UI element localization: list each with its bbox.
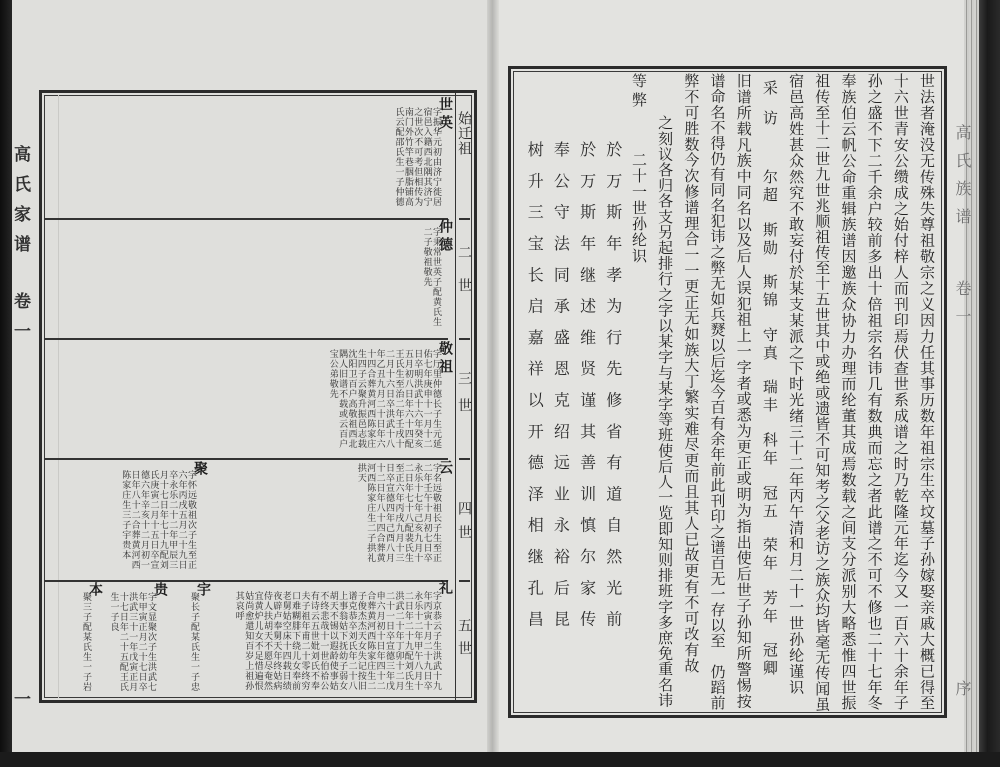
entry-text-column: 上事翁姑下抚幼子弱女: [337, 591, 348, 691]
entry-text-column: 年乙丑九月二十日年六: [374, 349, 385, 449]
interviewer-names: [757, 169, 783, 695]
entry-text-column: 沈阳卫百户高敬祖西北: [346, 349, 357, 449]
entry-text-column: 年甲寅正月二十七日卒: [136, 592, 147, 692]
notes-column: 之刻议各归各支另起排行之字以某字与某字等班使后人一览即知则排班字多庶免重名讳: [656, 115, 675, 708]
entry-name: 本: [87, 582, 103, 600]
entry-text: [120, 470, 195, 570]
interviewer-name: 守真: [760, 326, 779, 363]
entry-text-column: 胡天不锡以遐龄使事姑: [327, 591, 338, 691]
row-divider-tick: [459, 218, 470, 220]
right-margin-section: 序: [953, 680, 972, 708]
entry-text-column: 洪武三十一年戊寅正月: [127, 592, 138, 692]
entry-text-column: 老舅姑空床十四载日绩: [280, 591, 291, 691]
left-margin-title: 高氏家谱: [10, 145, 30, 265]
entry-text-column: 聚长子配某氏生一子忠: [189, 592, 199, 692]
entry-text-column: 陈家庄生三子宇贵本: [120, 470, 131, 560]
entry-text: [327, 349, 440, 449]
entry-text-column: 字文显聚次子生洪武七: [146, 592, 156, 692]
entry-text-column: 夜辟卢奉舅天年终姑病: [271, 591, 282, 691]
interviewer-name: 冠五: [760, 484, 779, 521]
interviewer-name: 科年: [760, 431, 779, 468]
entry-text-column: 口难糊腓下绕儿女奉前: [290, 591, 301, 691]
entry-text: [108, 592, 155, 692]
genealogy-entry: [421, 219, 453, 327]
entry-text-column: 有诗云五世妣刘氏不奉: [308, 591, 319, 691]
preface-column: 世法者淹没无传殊失尊祖敬宗之义因力任其事历数年祖宗生卒坟墓子孙嫁娶亲戚大概已得至: [918, 73, 936, 711]
preface-column: 祖传至十二世九世兆顺祖传至十五世其中或绝或遗皆不可知考之父老访之族众均皆毫无传闻虽: [813, 73, 832, 712]
entry-text-column: 聚三子配某氏生一子岩: [81, 592, 91, 692]
entry-text-column: 字怀远敬祖次子生至正: [186, 470, 196, 570]
right-margin-title: 高氏族谱: [953, 124, 972, 236]
preface-column: 孙之盛不下二千余户较前多出十倍祖宗名讳几有数典而忘之者此谱之不可不修也二十七年冬: [865, 73, 884, 711]
entry-text-column: 十四合葬黄河西陈家庄: [365, 349, 376, 449]
right-margin-volume: 卷一: [953, 280, 972, 336]
entry-text-column: 日年八十二合葬黄河西: [129, 470, 140, 570]
entry-text-column: 日卒宣德四年己酉八月: [384, 463, 395, 563]
interviewer-list: [757, 73, 783, 695]
inner-rule: [58, 95, 59, 698]
entry-text-column: 十七日年二十五配王氏: [117, 592, 128, 692]
entry-text: [189, 592, 198, 692]
entry-text-column: 字京恭云子生洪武十九: [431, 591, 441, 691]
genealogy-entry: [189, 582, 211, 692]
row-divider-tick: [459, 458, 470, 460]
name-poem-column: 树升三宝长启嘉祥以开德泽相继孔昌: [525, 141, 545, 642]
entry-text-column: 年丙寅十月二十九日卒: [421, 591, 432, 691]
book-gutter: [487, 0, 499, 752]
genealogy-entry: [393, 97, 453, 207]
entry-text-column: 字振华元初由济宁徙居: [431, 107, 441, 207]
entry-text-column: 夫子祖年甫二十零终穷: [299, 591, 310, 691]
entry-text: [233, 591, 440, 691]
notes-end-text: 等弊: [629, 73, 648, 111]
interviewer-name: 斯锦: [760, 274, 779, 311]
entry-text-column: 月十七日年七十九配刘: [157, 470, 168, 570]
interviewer-name: 芳年: [760, 589, 779, 626]
entry-text-column: 字名远敬祖长子生至正: [431, 463, 441, 563]
interviewer-name: 冠卿: [760, 642, 779, 679]
entry-text-column: 谱克恭卒刘氏年二十八: [346, 591, 357, 691]
name-poem-column: 於万斯年继述维贤谨其善训慎尔家传: [577, 141, 597, 642]
interviewer-name: 瑞丰: [760, 379, 779, 416]
entry-text-column: 永乐十七年己亥九月十: [412, 463, 423, 563]
interviewer-name: 荣年: [760, 537, 779, 574]
entry-name: 云: [437, 460, 453, 478]
entry-text-column: 二月十六日卒洪武十八: [384, 349, 395, 449]
entry-text-column: 永乐十二年甲午八月十: [412, 591, 423, 691]
name-poem-column: 於万斯年孝为行先修省有道自然光前: [603, 141, 623, 642]
preface-column: 十六世青安公缵成之始付梓人而刊印焉伏查世系成谱之时乃乾隆元年迄今又一百六十余年子: [891, 73, 910, 711]
entry-text-column: 六年丙戌五月二十九日: [176, 470, 187, 570]
entry-text-column: 拱天: [355, 463, 366, 483]
entry-text: [81, 592, 90, 692]
entry-text-column: 宿邑入籍西北隅其济宁: [421, 107, 432, 207]
page-edges: [964, 0, 979, 752]
genealogy-entry: [81, 582, 103, 692]
interviewer-name: 尔超: [760, 169, 779, 205]
scan-border-left: [0, 0, 12, 767]
entry-text-column: 姑尚愈還知百岁上祖孙: [243, 591, 254, 691]
entry-text-column: 五月初八日年六十四配: [402, 349, 413, 449]
interviewer-name: 斯勋: [760, 221, 779, 258]
entry-name: 贵: [152, 582, 168, 600]
preface-column: 奉族伯云帆公命重辑族谱因邀族众协力办理而纶董其成焉数载之间支分派别大略悉惟四世振: [839, 73, 858, 711]
entry-text-column: 生四子云聚升振邑志载: [355, 349, 366, 449]
generation-label: 始迁祖: [456, 111, 472, 156]
entry-text-column: 二日年七十八配裴氏生: [402, 463, 413, 563]
notes-signature: 二十一世孙纶识: [629, 152, 648, 264]
generation-label: 四世: [456, 501, 472, 549]
entry-text-column: 宝公弟敬先: [327, 349, 338, 399]
preface-text: [521, 73, 940, 712]
row-divider: [44, 218, 448, 220]
entry-text-column: 二十一日卒宣德三年戊: [384, 591, 395, 691]
entry-text-column: 王氏生至治二年壬戌十: [393, 349, 404, 449]
entry-text: [355, 463, 440, 563]
entry-text-column: 不终悲哉十一世伯祫公: [318, 591, 329, 691]
row-divider-tick: [459, 338, 470, 340]
genealogy-entry: [355, 460, 453, 563]
entry-text-column: 德六年辛亥十二月初一: [139, 470, 150, 570]
entry-text-column: 其哀呼: [233, 591, 244, 621]
entry-text-column: 氏庚寅二月十五日卒宣: [148, 470, 159, 570]
left-margin-volume: 卷一: [10, 292, 30, 352]
generation-label: 五世: [456, 618, 472, 664]
entry-text-column: 字秉常世英子配黄氏生: [431, 227, 441, 327]
interviewer-label: 采访: [760, 80, 779, 140]
scan-border-right: [979, 0, 1000, 767]
row-divider: [44, 338, 448, 340]
preface-column: 宿邑高姓甚众然究不敢妄付於某支某派之下时光绪三十二年丙午清和月二十一世孙纶谨识: [787, 73, 806, 696]
entry-text-column: 十二日年八十四合葬黄: [374, 463, 385, 563]
scan-border-bottom: [0, 752, 1000, 767]
entry-text-column: 氏云配邵氏生一子仲德: [393, 107, 404, 207]
entry-text-column: 二年壬午十月初七日卒: [421, 463, 432, 563]
entry-text-column: 宜黄炉儿女不足惜遍恨: [252, 591, 263, 691]
notes-end: [626, 73, 652, 264]
genealogy-entry: [108, 582, 168, 692]
entry-name: 聚: [192, 461, 208, 479]
name-poem-column: 奉公守法同承盛恩克绍远业永裕后昆: [551, 141, 571, 642]
entry-name: 宇: [195, 582, 211, 600]
entry-text-column: 卒永乐二十二年甲辰三: [167, 470, 178, 570]
entry-name: 仲德: [437, 219, 453, 255]
entry-name: 世英: [437, 97, 453, 133]
entry-text-column: 合葬黄河西陈家庄生二: [365, 591, 376, 691]
row-divider-tick: [459, 580, 470, 582]
entry-name: 敬祖: [437, 341, 453, 377]
notes-column: 谱命名不得仍有同名犯讳之弊无如兵燹以后迄今百有余年前此刊印之谱百无一存以至 仍蹈前: [708, 73, 727, 711]
entry-text-column: 字厅里仲德长子生元延: [431, 349, 441, 449]
genealogy-entry: [233, 580, 453, 691]
entry-text-column: 洪武二十年丁卯十二月: [393, 591, 404, 691]
entry-text-column: 隅人旧谱不载或云百户: [337, 349, 348, 449]
generation-label: 二世: [456, 245, 472, 311]
entry-text-column: 日卒明洪武十六年癸亥: [412, 349, 423, 449]
generation-label: 三世: [456, 371, 472, 425]
genealogy-entry: [327, 341, 453, 449]
entry-text-column: 二日年二十九配刘氏生: [402, 591, 413, 691]
entry-text-column: 之世次不可考但相传为: [412, 107, 423, 207]
entry-text-column: 申六月初十日年四十二: [374, 591, 385, 691]
entry-text-column: 侍人扶胡天不愿尽奄然: [261, 591, 272, 691]
entry-text-column: 至正六年丙戌九月十三: [393, 463, 404, 563]
notes-column: 弊不可胜数今次修谱理合一一更正无如族大丁繁实难尽更而且其人已故更有不可改有故: [682, 73, 701, 674]
entry-text-column: 南门外竹竿巷胭脂铺高: [402, 107, 413, 207]
notes-column: 旧谱所载凡族中同名以及后人误犯祖上一字者或悉为更正或明为指出使后世子孙知所警惕按: [734, 73, 753, 709]
entry-text-column: 二子敬祖敬先: [421, 227, 432, 287]
entry-text-column: 河西陈家庄生二子拱礼: [365, 463, 376, 563]
entry-text-column: 生一子良: [108, 592, 119, 632]
genealogy-entry: [120, 461, 208, 570]
entry-text-column: 佑七年庚申十一月十二: [421, 349, 432, 449]
entry-name: 礼: [437, 580, 453, 598]
entry-text: [393, 107, 440, 207]
entry-text-column: 子俊杰杰天女失记按旧: [355, 591, 366, 691]
left-page-number: 一: [10, 690, 30, 720]
